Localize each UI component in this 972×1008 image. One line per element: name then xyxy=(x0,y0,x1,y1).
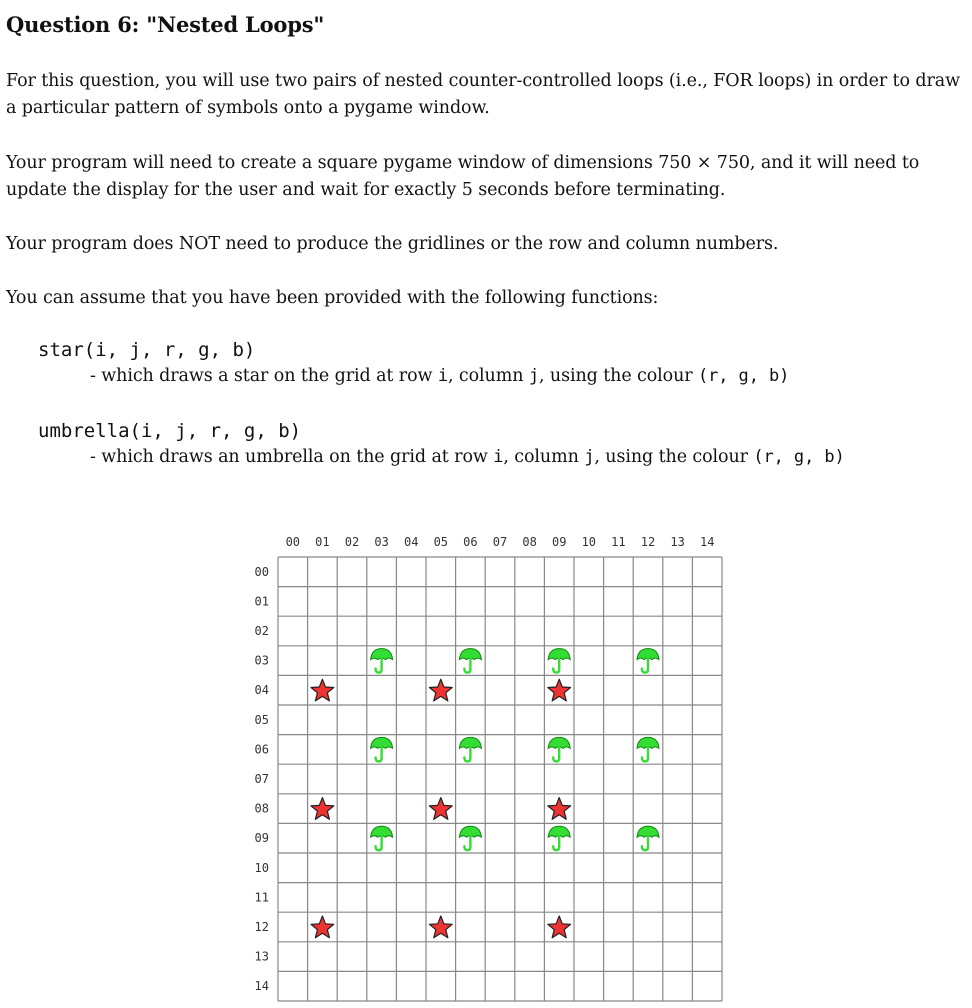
star-icon xyxy=(548,679,571,701)
column-label: 10 xyxy=(581,535,597,549)
star-function-signature: star(i, j, r, g, b) xyxy=(38,339,256,361)
star-icon xyxy=(429,916,452,938)
row-label: 11 xyxy=(254,890,269,905)
column-label: 09 xyxy=(551,535,567,549)
star-icon xyxy=(311,916,334,938)
star-desc-i: i xyxy=(437,366,448,386)
umbrella-desc-mid2: , using the colour xyxy=(594,447,754,467)
umbrella-desc-text: - which draws an umbrella on the grid at row xyxy=(90,447,494,467)
grid-lines xyxy=(278,557,722,1001)
star-icon xyxy=(548,798,571,820)
umbrella-icon xyxy=(371,826,393,850)
umbrella-icon xyxy=(548,826,570,850)
star-icon xyxy=(429,679,452,701)
row-label: 13 xyxy=(254,949,269,964)
star-desc-j: j xyxy=(528,366,539,386)
star-icon xyxy=(429,798,452,820)
umbrella-icon xyxy=(371,737,393,761)
umbrella-handle xyxy=(464,747,470,761)
umbrella-icon xyxy=(548,649,570,673)
umbrella-handle xyxy=(464,836,470,850)
umbrella-icon xyxy=(459,737,481,761)
umbrella-handle xyxy=(553,747,559,761)
umbrella-icon xyxy=(637,649,659,673)
umbrella-handle xyxy=(642,659,648,673)
umbrella-handle xyxy=(376,836,382,850)
row-label: 06 xyxy=(254,742,269,757)
row-label: 05 xyxy=(254,712,269,727)
umbrella-icon xyxy=(548,737,570,761)
row-label: 08 xyxy=(254,801,269,816)
umbrella-handle xyxy=(464,659,470,673)
umbrella-desc-i: i xyxy=(493,447,504,467)
umbrella-desc-mid1: , column xyxy=(503,447,585,467)
umbrella-handle xyxy=(376,659,382,673)
row-label: 09 xyxy=(254,831,269,846)
column-label: 04 xyxy=(403,535,419,549)
functions-intro-paragraph: You can assume that you have been provided with the following functions: xyxy=(6,288,659,308)
column-label: 02 xyxy=(344,535,360,549)
umbrella-handle xyxy=(642,747,648,761)
umbrella-icon xyxy=(459,826,481,850)
row-label: 04 xyxy=(254,683,269,698)
umbrella-desc-colour: (r, g, b) xyxy=(753,447,845,467)
star-desc-colour: (r, g, b) xyxy=(698,366,790,386)
star-desc-text: - which draws a star on the grid at row xyxy=(90,366,438,386)
star-desc-mid2: , using the colour xyxy=(539,366,699,386)
column-label: 11 xyxy=(611,535,626,549)
column-label: 00 xyxy=(285,535,301,549)
row-label: 14 xyxy=(254,979,269,994)
column-label: 13 xyxy=(670,535,685,549)
umbrella-icon xyxy=(371,649,393,673)
umbrella-icon xyxy=(637,826,659,850)
column-label: 01 xyxy=(315,535,330,549)
umbrella-handle xyxy=(553,659,559,673)
row-label: 01 xyxy=(254,594,269,609)
row-label: 12 xyxy=(254,920,269,934)
umbrella-handle xyxy=(642,836,648,850)
column-label: 12 xyxy=(640,535,656,549)
intro-paragraph: For this question, you will use two pairs of nested counter-controlled loops (i.e., FOR loops) in order to draw a particular pattern of symbols onto a pygame window. xyxy=(6,71,960,118)
umbrella-icon xyxy=(637,737,659,761)
row-label: 02 xyxy=(254,624,269,638)
umbrella-handle xyxy=(553,836,559,850)
column-label: 14 xyxy=(699,535,715,549)
umbrella-handle xyxy=(376,747,382,761)
star-icon xyxy=(311,798,334,820)
umbrella-desc-j: j xyxy=(584,447,595,467)
row-label: 00 xyxy=(254,564,269,579)
umbrella-function-signature: umbrella(i, j, r, g, b) xyxy=(38,420,302,442)
question-title: Question 6: "Nested Loops" xyxy=(6,12,325,37)
column-label: 06 xyxy=(463,535,478,549)
window-requirements-paragraph: Your program will need to create a square pygame window of dimensions 750 × 750, and it will need to update the display for the user and wait for exactly 5 seconds before terminating. xyxy=(6,153,920,200)
row-label: 03 xyxy=(254,653,269,668)
star-icon xyxy=(548,916,571,938)
star-icon xyxy=(311,679,334,701)
row-label: 10 xyxy=(254,860,269,875)
gridlines-note-paragraph: Your program does NOT need to produce the gridlines or the row and column numbers. xyxy=(6,234,779,254)
star-desc-mid1: , column xyxy=(448,366,529,386)
column-label: 03 xyxy=(374,535,389,549)
umbrella-icon xyxy=(459,649,481,673)
column-label: 08 xyxy=(522,535,537,549)
column-label: 05 xyxy=(433,535,449,549)
row-label: 07 xyxy=(254,772,269,786)
column-label: 07 xyxy=(492,535,508,549)
